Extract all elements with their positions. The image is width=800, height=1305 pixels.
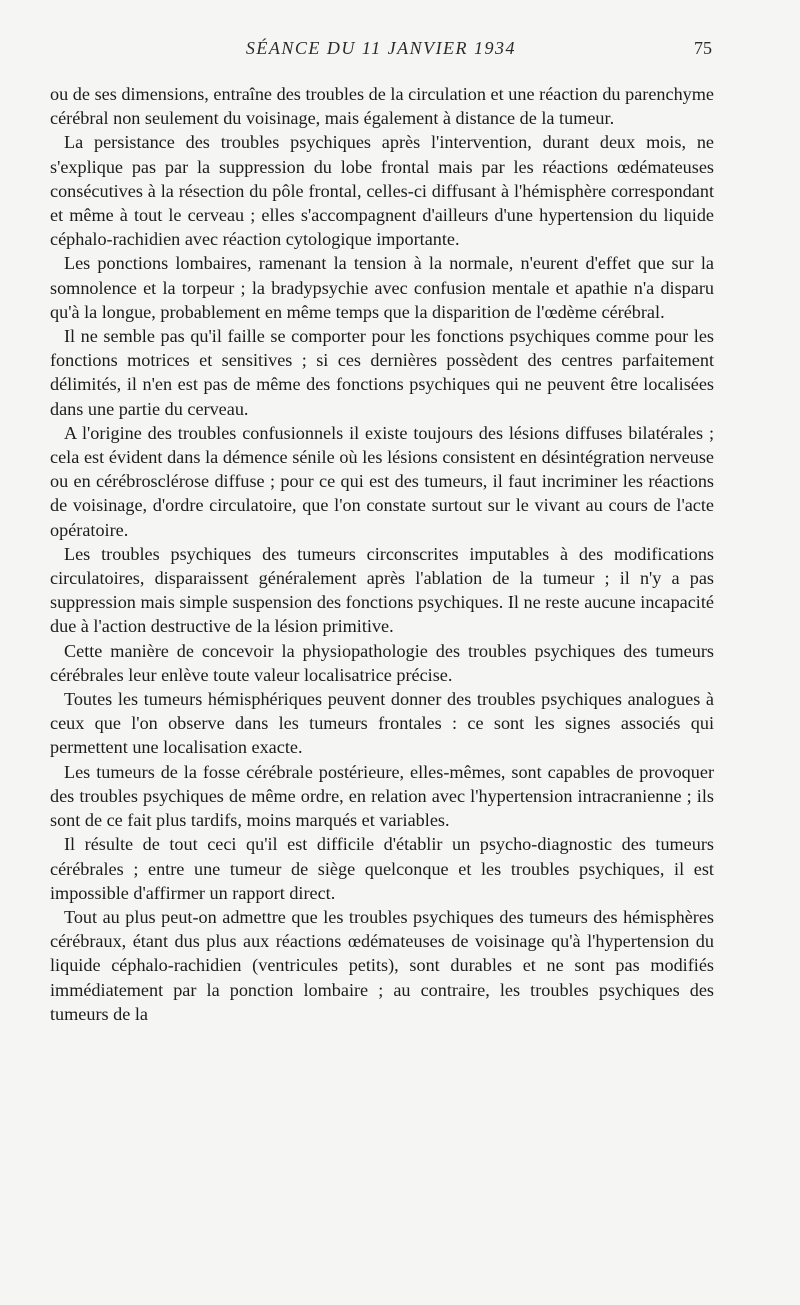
page-number: 75 xyxy=(694,38,712,58)
paragraph-10: Il résulte de tout ceci qu'il est difficile d'établir un psycho-diagnostic des tumeurs cérébrales ; entre une tumeur de siège quelconque et les troubles psychiques, il est impossible d'affirmer un rapport direct. xyxy=(50,834,714,903)
paragraph-2: La persistance des troubles psychiques après l'intervention, durant deux mois, ne s'explique pas par la suppression du lobe frontal mais par les réactions œdémateuses consécutives à la résection du pôle frontal, celles-ci diffusant à l'hémisphère correspondant et même à tout le cerveau ; elles s'accompagnent d'ailleurs d'une hypertension du liquide céphalo-rachidien avec réaction cytologique importante. xyxy=(50,132,714,250)
paragraph-5: A l'origine des troubles confusionnels il existe toujours des lésions diffuses bilatérales ; cela est évident dans la démence sénile où les lésions consistent en désintégration nerveuse ou en cérébrosclérose diffuse ; pour ce qui est des tumeurs, il faut incriminer les réactions de voisinage, d'ordre circulatoire, que l'on constate surtout sur le vivant au cours de l'acte opératoire. xyxy=(50,422,714,540)
paragraph-3: Les ponctions lombaires, ramenant la tension à la normale, n'eurent d'effet que sur la somnolence et la torpeur ; la bradypsychie avec confusion mentale et apathie n'a disparu qu'à la longue, probablement en même temps que la disparition de l'œdème cérébral. xyxy=(50,253,714,322)
paragraph-8: Toutes les tumeurs hémisphériques peuvent donner des troubles psychiques analogues à ceux que l'on observe dans les tumeurs frontales : ce sont les signes associés qui permettent une localisation exacte. xyxy=(50,689,714,758)
paragraph-6: Les troubles psychiques des tumeurs circonscrites imputables à des modifications circulatoires, disparaissent généralement après l'ablation de la tumeur ; il n'y a pas suppression mais simple suspension des fonctions psychiques. Il ne reste aucune incapacité due à l'action destructive de la lésion primitive. xyxy=(50,543,714,637)
running-head: SÉANCE DU 11 JANVIER 1934 xyxy=(245,38,517,58)
paragraph-9: Les tumeurs de la fosse cérébrale postérieure, elles-mêmes, sont capables de provoquer des troubles psychiques de même ordre, en relation avec l'hypertension intracranienne ; ils sont de ce fait plus tardifs, moins marqués et variables. xyxy=(50,761,714,831)
paragraph-7: Cette manière de concevoir la physiopathologie des troubles psychiques des tumeurs cérébrales leur enlève toute valeur localisatrice précise. xyxy=(50,640,714,685)
paragraph-1: ou de ses dimensions, entraîne des troubles de la circulation et une réaction du parenchyme cérébral non seulement du voisinage, mais également à distance de la tumeur. xyxy=(50,84,714,129)
paragraph-4: Il ne semble pas qu'il faille se comporter pour les fonctions psychiques comme pour les fonctions motrices et sensitives ; si ces dernières possèdent des centres parfaitement délimités, il n'en est pas de même des fonctions psychiques qui ne peuvent être localisées dans une partie du cerveau. xyxy=(50,326,714,419)
page-header xyxy=(50,38,712,64)
paragraph-11: Tout au plus peut-on admettre que les troubles psychiques des tumeurs des hémisphères cérébraux, étant dus plus aux réactions œdémateuses de voisinage qu'à l'hypertension du liquide céphalo-rachidien (ventricules petits), sont durables et ne sont pas modifiés immédiatement par la ponction lombaire ; au contraire, les troubles psychiques des tumeurs de la xyxy=(50,906,714,1024)
body-text xyxy=(50,82,714,1026)
